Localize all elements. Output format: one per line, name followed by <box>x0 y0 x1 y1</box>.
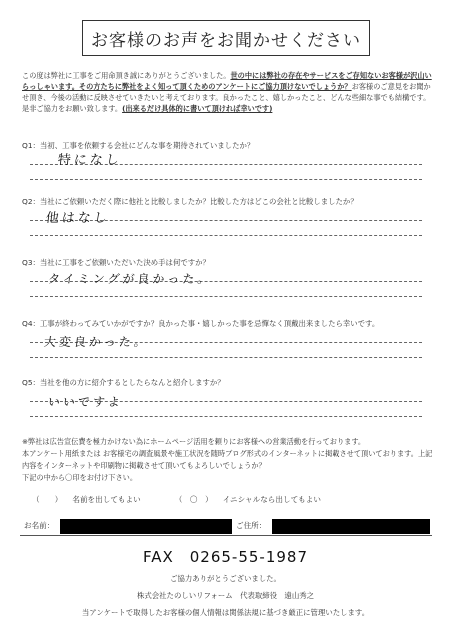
name-redaction <box>60 519 232 534</box>
answer-4-handwritten: 大変良かった。 <box>43 335 150 349</box>
address-label: ご住所： <box>236 521 267 530</box>
notes <box>22 436 434 484</box>
contact-fields <box>20 515 432 536</box>
intro-text <box>22 70 434 114</box>
address-redaction <box>272 519 430 534</box>
note-3: 下記の中から〇印をお付け下さい。 <box>22 473 138 482</box>
intro-paragraph-1: この度は弊社に工事をご用命頂き誠にありがとうございました。 <box>22 71 231 80</box>
question-1: Q1：当初、工事を依頼する会社にどんな事を期待されていましたか？ <box>22 141 255 150</box>
consent-option-1-label: 名前を出してもよい <box>72 495 141 504</box>
question-5: Q5：当社を他の方に紹介するとしたらなんと紹介しますか？ <box>22 378 225 387</box>
question-3: Q3：当社に工事をご依頼いただいた決め手は何ですか？ <box>22 258 210 267</box>
consent-options <box>32 494 331 505</box>
thanks-text: ご協力ありがとうございました。 <box>170 574 281 583</box>
consent-option-2-mark[interactable]: （ 〇 ） <box>174 495 213 504</box>
question-4: Q4：工事が終わってみていかがですか？良かった事・嬉しかった事を忌憚なく頂戴出来ましたら幸いです。 <box>22 319 380 328</box>
privacy-notice: 当アンケートで取得したお客様の個人情報は関係法規に基づき厳正に管理いたします。 <box>81 608 370 617</box>
intro-paragraph-2-emphasis: (出来るだけ具体的に書いて頂ければ幸いです) <box>122 104 273 113</box>
answer-1-handwritten: 特になし <box>57 153 123 168</box>
consent-option-2-label: イニシャルなら出してもよい <box>222 495 321 504</box>
fax-number: FAX 0265-55-1987 <box>142 548 309 566</box>
note-2: 本アンケート用紙または お客様宅の調査風景や施工状況を随時ブログ形式のインターネットに掲載させて頂いております。上記内容をインターネットや印刷物に掲載させて頂いてもよろしいでしょうか？ <box>22 449 433 470</box>
question-2: Q2：当社にご依頼いただく際に他社と比較しましたか？比較した方はどこの会社と比較しましたか？ <box>22 197 358 206</box>
answer-5-handwritten: いいですよ <box>47 395 124 409</box>
name-label: お名前： <box>24 521 55 530</box>
answer-3-handwritten: タイミングが良かった。 <box>47 272 214 286</box>
note-1: ※弊社は広告宣伝費を極力かけない為にホームページ活用を頼りにお客様への営業活動を行っております。 <box>22 437 366 446</box>
intro-paragraph-2: お客様のご意見をお聞かせ頂き、今後の活動に反映させていきたいと考えております。良かったこと、嬉しかったこと、どんな些細な事でも結構です。是非ご協力をお願い致します。 <box>22 82 431 113</box>
consent-option-1-mark[interactable]: （ ） <box>32 495 63 504</box>
page-title: お客様のお声をお聞かせください <box>82 20 370 56</box>
answer-2-handwritten: 他はなし <box>45 211 111 226</box>
company-signature: 株式会社たのしいリフォーム 代表取締役 遠山秀之 <box>136 591 314 600</box>
intro-paragraph-1-emphasis: 世の中には弊社の存在やサービスをご存知ないお客様が沢山いらっしゃいます。その方たちに弊社をよく知って頂くためのアンケートにご協力頂けないでしょうか？ <box>22 71 432 91</box>
